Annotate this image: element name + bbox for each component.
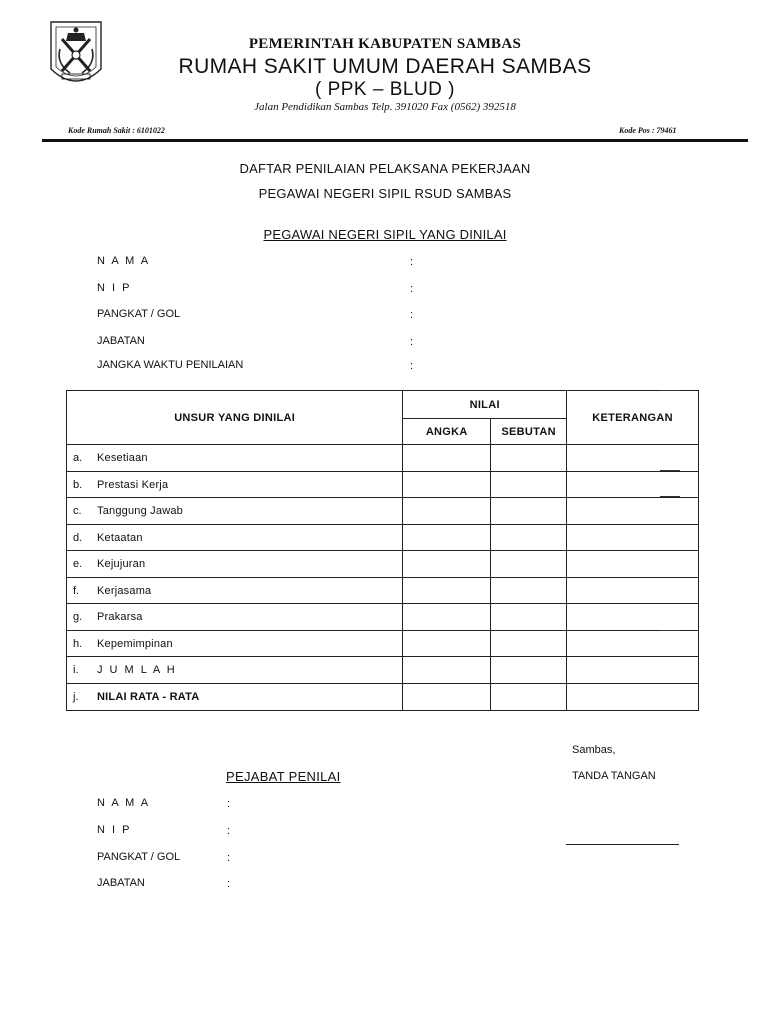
row-label: J U M L A H (97, 664, 177, 676)
cell-angka[interactable] (403, 551, 491, 578)
assessment-table (66, 390, 699, 711)
row-label: Prestasi Kerja (97, 478, 169, 491)
pejabat-label-pangkat: PANGKAT / GOL (97, 851, 181, 863)
pejabat-label-jabatan: JABATAN (97, 877, 145, 889)
cell-sebutan[interactable] (491, 578, 567, 604)
cell-keterangan[interactable] (567, 578, 699, 604)
row-letter: i. (73, 664, 79, 676)
pejabat-colon: : (227, 878, 231, 890)
row-letter: a. (73, 452, 83, 464)
row-letter: e. (73, 558, 83, 570)
cell-keterangan[interactable] (567, 498, 699, 525)
cell-sebutan[interactable] (491, 472, 567, 498)
cell-angka[interactable] (403, 604, 491, 631)
table-row (67, 604, 699, 631)
signature-line[interactable] (566, 844, 679, 845)
cell-keterangan[interactable] (567, 657, 699, 684)
row-letter: d. (73, 531, 83, 544)
cell-keterangan[interactable] (567, 525, 699, 551)
table-row (67, 445, 699, 472)
cell-angka[interactable] (403, 498, 491, 525)
row-letter: h. (73, 637, 83, 650)
header-ppk-blud: ( PPK – BLUD ) (314, 79, 456, 100)
field-label-jabatan: JABATAN (97, 335, 145, 347)
field-label-nama: N A M A (97, 255, 151, 267)
cell-sebutan[interactable] (491, 525, 567, 551)
edge-tick (660, 390, 680, 391)
field-colon: : (410, 283, 414, 295)
header-hospital-name: RUMAH SAKIT UMUM DAERAH SAMBAS (178, 55, 592, 78)
table-row (67, 657, 699, 684)
header-keterangan: KETERANGAN (567, 391, 699, 445)
cell-keterangan[interactable] (567, 551, 699, 578)
row-label: Tanggung Jawab (97, 505, 183, 517)
header-unsur: UNSUR YANG DINILAI (67, 391, 403, 445)
table-row (67, 525, 699, 551)
header-nilai: NILAI (403, 391, 567, 419)
row-letter: j. (73, 691, 79, 703)
table-row (67, 578, 699, 604)
cell-keterangan[interactable] (567, 445, 699, 472)
pejabat-colon: : (227, 798, 231, 810)
table-row (67, 631, 699, 657)
cell-angka[interactable] (403, 684, 491, 711)
table-row (67, 684, 699, 711)
edge-tick (660, 470, 680, 471)
cell-angka[interactable] (403, 631, 491, 657)
cell-keterangan[interactable] (567, 684, 699, 711)
row-label: Ketaatan (97, 531, 143, 544)
pejabat-label-nama: N A M A (97, 797, 151, 809)
kode-rumah-sakit: Kode Rumah Sakit : 6101022 (68, 126, 165, 135)
edge-tick (660, 496, 680, 497)
cell-angka[interactable] (403, 472, 491, 498)
form-title-line2: PEGAWAI NEGERI SIPIL RSUD SAMBAS (258, 186, 512, 201)
row-letter: c. (73, 505, 82, 517)
field-label-jangka-waktu: JANGKA WAKTU PENILAIAN (97, 359, 244, 371)
cell-sebutan[interactable] (491, 551, 567, 578)
cell-keterangan[interactable] (567, 472, 699, 498)
cell-sebutan[interactable] (491, 604, 567, 631)
cell-angka[interactable] (403, 445, 491, 472)
header-divider (42, 139, 748, 142)
cell-sebutan[interactable] (491, 498, 567, 525)
header-address: Jalan Pendidikan Sambas Telp. 391020 Fax (0562) 392518 (254, 101, 516, 113)
cell-sebutan[interactable] (491, 445, 567, 472)
field-colon: : (410, 336, 414, 348)
row-label: NILAI RATA - RATA (97, 691, 200, 703)
cell-angka[interactable] (403, 657, 491, 684)
kode-pos: Kode Pos : 79461 (619, 126, 677, 135)
cell-angka[interactable] (403, 525, 491, 551)
signature-place: Sambas, (572, 744, 616, 756)
cell-keterangan[interactable] (567, 631, 699, 657)
row-letter: g. (73, 611, 83, 623)
row-label: Kerjasama (97, 584, 152, 597)
cell-sebutan[interactable] (491, 631, 567, 657)
field-colon: : (410, 360, 414, 372)
section-title-pns: PEGAWAI NEGERI SIPIL YANG DINILAI (263, 227, 507, 242)
table-row (67, 551, 699, 578)
header-angka: ANGKA (403, 419, 491, 445)
signature-tanda-tangan: TANDA TANGAN (572, 770, 656, 782)
field-label-pangkat: PANGKAT / GOL (97, 308, 181, 320)
table-row (67, 498, 699, 525)
cell-sebutan[interactable] (491, 684, 567, 711)
coat-of-arms-logo (48, 19, 104, 93)
form-title-line1: DAFTAR PENILAIAN PELAKSANA PEKERJAAN (239, 161, 531, 176)
row-label: Kesetiaan (97, 452, 148, 464)
row-label: Kejujuran (97, 558, 146, 570)
table-row (67, 472, 699, 498)
pejabat-label-nip: N I P (97, 824, 132, 836)
field-label-nip: N I P (97, 282, 132, 294)
pejabat-colon: : (227, 825, 231, 837)
row-letter: b. (73, 478, 83, 491)
row-letter: f. (73, 584, 80, 597)
row-label: Prakarsa (97, 611, 143, 623)
cell-angka[interactable] (403, 578, 491, 604)
edge-tick (660, 630, 680, 631)
cell-keterangan[interactable] (567, 604, 699, 631)
pejabat-colon: : (227, 852, 231, 864)
field-colon: : (410, 256, 414, 268)
cell-sebutan[interactable] (491, 657, 567, 684)
field-colon: : (410, 309, 414, 321)
pejabat-penilai-title: PEJABAT PENILAI (226, 769, 341, 784)
row-label: Kepemimpinan (97, 637, 173, 650)
header-government: PEMERINTAH KABUPATEN SAMBAS (248, 36, 522, 52)
header-sebutan: SEBUTAN (491, 419, 567, 445)
